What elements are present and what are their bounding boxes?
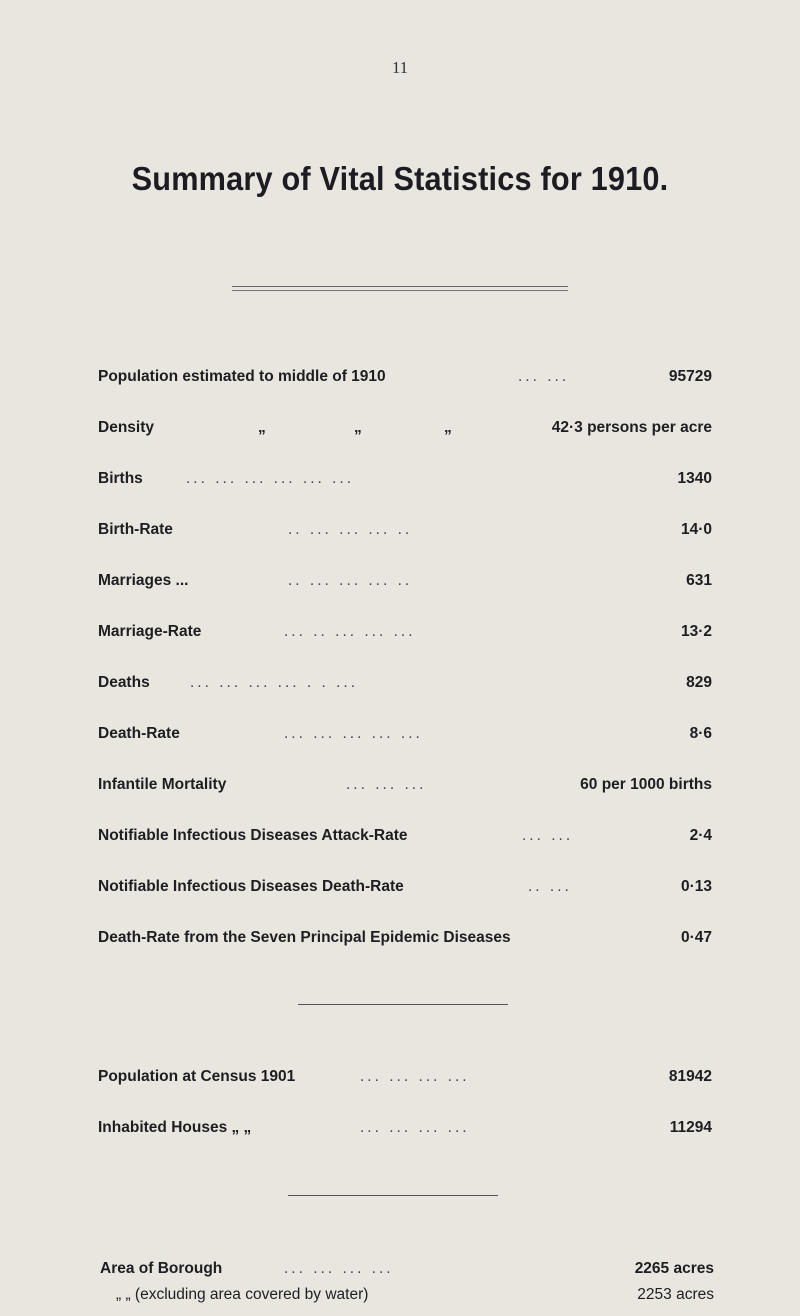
row-label: Birth-Rate [98, 521, 173, 538]
leader-dots: ... ... [518, 368, 570, 385]
row-value: 631 [686, 572, 712, 589]
row-label: Inhabited Houses „ „ [98, 1119, 252, 1136]
row-label: Births [98, 470, 143, 487]
row-value: 0·47 [680, 929, 712, 946]
leader-dots: ... ... ... ... [360, 1119, 470, 1136]
row-births [98, 467, 712, 491]
row-value: 1340 [677, 470, 712, 487]
section-divider [288, 1195, 498, 1196]
leader-dots: .. ... ... ... .. [288, 572, 413, 589]
row-value: 0·13 [680, 878, 712, 895]
row-label: Infantile Mortality [98, 776, 227, 793]
row-label: Population estimated to middle of 1910 [98, 368, 386, 385]
row-label: Density [98, 419, 154, 436]
ditto-mark: „ [258, 419, 266, 436]
page-number: 11 [391, 58, 409, 77]
leader-dots: ... ... ... ... [360, 1068, 470, 1085]
row-value: 13·2 [680, 623, 712, 640]
leader-dots: ... .. ... ... ... [284, 623, 416, 640]
row-deaths [98, 671, 712, 695]
row-label: Area of Borough [100, 1260, 223, 1277]
row-infantile-mortality [98, 773, 712, 797]
title-double-rule [232, 286, 568, 291]
leader-dots: ... ... ... ... [284, 1260, 394, 1277]
row-label: Population at Census 1901 [98, 1068, 296, 1085]
row-value: 829 [686, 674, 712, 691]
leader-dots: ... ... ... ... ... ... [186, 470, 355, 487]
row-label: Death-Rate from the Seven Principal Epidemic Diseases [98, 929, 511, 946]
leader-dots: ... ... [522, 827, 574, 844]
row-value: 2·4 [689, 827, 712, 844]
row-label: Marriages ... [98, 572, 189, 589]
row-inhabited-houses [98, 1116, 712, 1140]
row-area-of-borough [100, 1257, 714, 1281]
row-value: 11294 [669, 1119, 712, 1136]
row-epidemic-death-rate [98, 926, 712, 950]
row-census-population [98, 1065, 712, 1089]
ditto-mark: „ [354, 419, 362, 436]
row-death-rate [98, 722, 712, 746]
leader-dots: ... ... ... ... . . ... [190, 674, 359, 691]
row-label: Notifiable Infectious Diseases Death-Rate [98, 878, 404, 895]
row-value: 14·0 [680, 521, 712, 538]
row-birth-rate [98, 518, 712, 542]
row-value: 81942 [668, 1068, 712, 1085]
leader-dots: ... ... ... [346, 776, 427, 793]
row-marriages [98, 569, 712, 593]
row-value: 60 per 1000 births [580, 776, 712, 793]
row-label: Death-Rate [98, 725, 180, 742]
leader-dots: ... ... ... ... ... [284, 725, 423, 742]
row-label: Marriage-Rate [98, 623, 202, 640]
row-population-estimate [98, 365, 712, 389]
ditto-mark: „ [444, 419, 452, 436]
row-value: 8·6 [689, 725, 712, 742]
row-infectious-death-rate [98, 875, 712, 899]
row-area-excluding-water [100, 1283, 714, 1307]
row-label: „ „ (excluding area covered by water) [116, 1286, 369, 1303]
row-marriage-rate [98, 620, 712, 644]
leader-dots: .. ... [528, 878, 572, 895]
leader-dots: .. ... ... ... .. [288, 521, 413, 538]
row-label: Deaths [98, 674, 150, 691]
row-label: Notifiable Infectious Diseases Attack-Rate [98, 827, 408, 844]
page-title: Summary of Vital Statistics for 1910. [131, 160, 669, 197]
row-value: 2253 acres [637, 1286, 714, 1303]
row-value: 42·3 persons per acre [551, 419, 712, 436]
row-value: 95729 [668, 368, 712, 385]
row-infectious-attack-rate [98, 824, 712, 848]
section-divider [298, 1004, 508, 1005]
row-value: 2265 acres [634, 1260, 714, 1277]
row-density [98, 416, 712, 440]
